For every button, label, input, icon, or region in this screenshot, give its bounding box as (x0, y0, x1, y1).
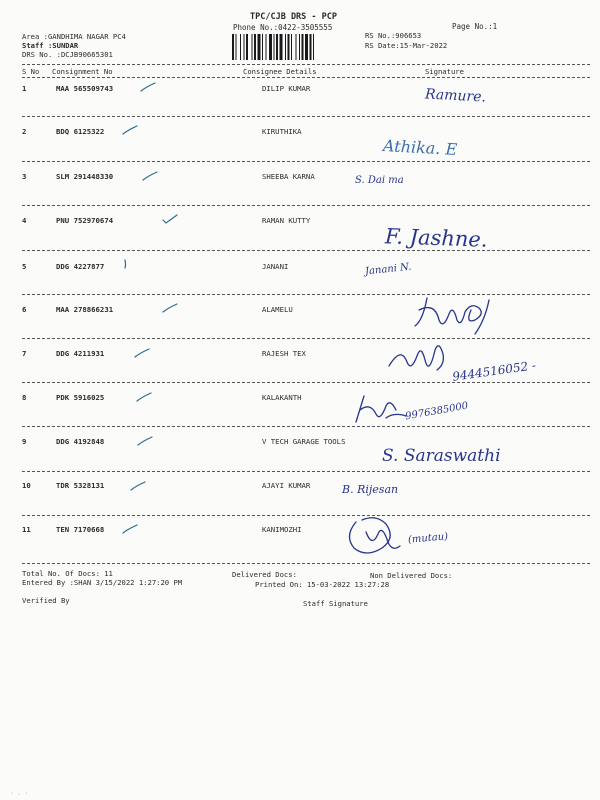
document-title: TPC/CJB DRS - PCP (250, 12, 337, 22)
tick-mark-icon (130, 481, 146, 491)
row-sno: 1 (22, 84, 27, 93)
row-sno: 2 (22, 127, 27, 136)
rs-date: RS Date:15-Mar-2022 (365, 41, 448, 50)
signature-scribble (342, 512, 408, 560)
column-consignment: Consignment No (52, 67, 113, 76)
row-separator (22, 426, 590, 427)
tick-mark-icon (137, 436, 153, 446)
consignee-name: RAJESH TEX (262, 349, 306, 358)
consignment-number: MAA 278866231 (56, 305, 114, 314)
row-separator (22, 250, 590, 251)
signature-text: (mutau) (407, 531, 449, 546)
row-separator (22, 515, 590, 516)
consignee-name: ALAMELU (262, 305, 293, 314)
signature-text: F. Jashne. (384, 224, 488, 252)
row-sno: 7 (22, 349, 27, 358)
signature-text: B. Rijesan (342, 483, 399, 496)
column-consignee: Consignee Details (243, 67, 317, 76)
consignment-number: PDK 5916025 (56, 393, 105, 402)
signature-scribble (405, 290, 495, 340)
staff-label: Staff :SUNDAR (22, 41, 79, 50)
delivered-docs: Delivered Docs: (232, 570, 297, 579)
tick-mark-icon (122, 524, 138, 534)
verified-by: Verified By (22, 596, 70, 605)
header-rule-bottom (22, 77, 590, 78)
phone-number: Phone No.:0422-3505555 (233, 23, 333, 32)
row-sno: 10 (22, 481, 31, 490)
consignee-name: RAMAN KUTTY (262, 216, 311, 225)
signature-text: 9976385000 (404, 400, 470, 423)
column-sno: S No (22, 67, 40, 76)
row-separator (22, 294, 590, 295)
header-rule-top (22, 64, 590, 65)
consignment-number: DDG 4211931 (56, 349, 105, 358)
tick-mark-icon (162, 214, 178, 224)
scan-speckle: · . · (10, 790, 29, 797)
consignment-number: DDG 4227877 (56, 262, 105, 271)
row-separator (22, 471, 590, 472)
consignee-name: V TECH GARAGE TOOLS (262, 437, 346, 446)
printed-on: Printed On: 15-03-2022 13:27:28 (255, 580, 390, 589)
consignment-number: BDQ 6125322 (56, 127, 105, 136)
tick-mark-icon (123, 259, 139, 269)
area-label: Area :GANDHIMA NAGAR PC4 (22, 32, 126, 41)
row-separator (22, 205, 590, 206)
row-sno: 3 (22, 172, 27, 181)
consignee-name: DILIP KUMAR (262, 84, 311, 93)
row-separator (22, 338, 590, 339)
row-separator (22, 161, 590, 162)
signature-text: S. Dai ma (355, 175, 404, 186)
page-number: Page No.:1 (452, 22, 498, 31)
signature-scribble (350, 392, 410, 426)
row-separator (22, 563, 590, 564)
signature-text: Athika. E (382, 136, 458, 159)
signature-text: S. Saraswathi (382, 446, 501, 466)
signature-text: Ramure. (424, 86, 487, 106)
consignee-name: SHEEBA KARNA (262, 172, 315, 181)
row-sno: 11 (22, 525, 31, 534)
rs-number: RS No.:906653 (365, 31, 422, 40)
consignment-number: DDG 4192848 (56, 437, 105, 446)
total-docs: Total No. Of Docs: 11 (22, 569, 113, 578)
consignment-number: TEN 7170668 (56, 525, 105, 534)
tick-mark-icon (134, 348, 150, 358)
tick-mark-icon (162, 303, 178, 313)
tick-mark-icon (122, 125, 138, 135)
consignee-name: KIRUTHIKA (262, 127, 302, 136)
entered-by: Entered By :SHAN 3/15/2022 1:27:20 PM (22, 578, 183, 587)
signature-text: Janani N. (364, 261, 412, 278)
signature-text: 9444516052 - (451, 358, 537, 384)
consignee-name: KANIMOZHI (262, 525, 302, 534)
row-sno: 6 (22, 305, 27, 314)
consignee-name: JANANI (262, 262, 289, 271)
consignee-name: KALAKANTH (262, 393, 302, 402)
barcode-icon (232, 34, 360, 60)
tick-mark-icon (136, 392, 152, 402)
tick-mark-icon (142, 171, 158, 181)
staff-signature-label: Staff Signature (303, 599, 368, 608)
consignment-number: TDR 5328131 (56, 481, 105, 490)
row-sno: 8 (22, 393, 27, 402)
consignment-number: PNU 752970674 (56, 216, 114, 225)
consignee-name: AJAYI KUMAR (262, 481, 311, 490)
row-sno: 9 (22, 437, 27, 446)
consignment-number: SLM 291448330 (56, 172, 114, 181)
drs-number: DRS No. :DCJB90665301 (22, 50, 113, 59)
row-sno: 4 (22, 216, 27, 225)
consignment-number: MAA 565509743 (56, 84, 114, 93)
row-separator (22, 382, 590, 383)
column-signature: Signature (425, 67, 464, 76)
row-separator (22, 116, 590, 117)
tick-mark-icon (140, 82, 156, 92)
non-delivered-docs: Non Delivered Docs: (370, 571, 453, 580)
signature-scribble (385, 336, 455, 382)
row-sno: 5 (22, 262, 27, 271)
